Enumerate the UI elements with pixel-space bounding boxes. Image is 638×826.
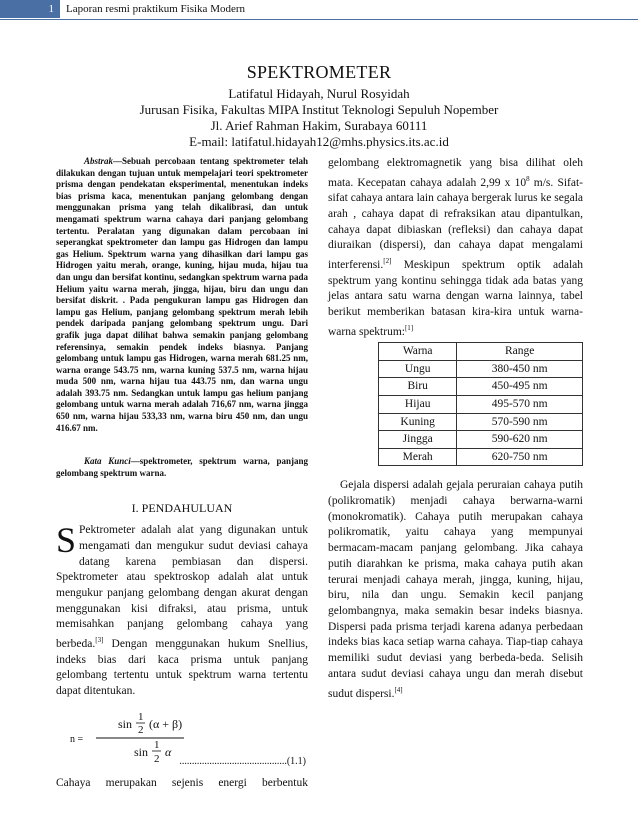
header-rule <box>0 19 638 20</box>
running-header <box>0 0 638 22</box>
paper-title: SPEKTROMETER <box>246 62 392 82</box>
page-number: 1 <box>0 0 60 18</box>
table-row <box>379 448 583 466</box>
left-column <box>56 156 308 791</box>
table-cell-color: Biru <box>379 378 457 396</box>
table-cell-color: Ungu <box>379 360 457 378</box>
light-paragraph <box>328 156 583 340</box>
exponent: 8 <box>526 174 530 183</box>
affiliation: Jurusan Fisika, Fakultas MIPA Institut Teknologi Sepuluh Nopember <box>139 102 499 117</box>
keywords-label: Kata Kunci <box>84 456 131 467</box>
table-header-row <box>379 343 583 361</box>
table-cell-color: Merah <box>379 448 457 466</box>
formula-lhs: n = <box>70 733 84 745</box>
table-row <box>379 431 583 449</box>
table-cell-range: 450-495 nm <box>457 378 583 396</box>
table-cell-range: 380-450 nm <box>457 360 583 378</box>
spectrum-table <box>378 342 583 466</box>
formula-num-args: (α + β) <box>149 716 183 731</box>
intro-paragraph <box>56 520 308 700</box>
table-cell-color: Jingga <box>379 431 457 449</box>
dispersion-paragraph <box>328 478 583 702</box>
abstract <box>56 156 308 434</box>
intro-text-cont: Dengan menggunakan hukum Snellius, indeks bias dari kaca prisma untuk panjang gelombang tertentu untuk spektrum warna tertentu dapat ditentukan. <box>56 637 308 697</box>
table-cell-range: 620-750 nm <box>457 448 583 466</box>
intro-text: Pektrometer adalah alat yang digunakan untuk mengamati dan mengukur sudut deviasi cahaya datang karena pembiasan dan dispersi. Spektrometer atau spektroskop adalah alat untuk mengukur panjang gelombang dengan akurat dengan menggunakan kisi difraksi, atau prisma, untuk memisahkan panjang gelombang cahaya yang berbeda. <box>56 524 308 650</box>
formula-den-sin: sin <box>134 744 149 759</box>
equation-1-1 <box>56 706 308 772</box>
light-text-1: gelombang elektromagnetik yang bisa dilihat oleh mata. Kecepatan cahaya adalah 2,99 x 10 <box>328 157 583 189</box>
formula-num-sin: sin <box>118 716 133 731</box>
table-cell-range: 495-570 nm <box>457 396 583 414</box>
table-cell-range: 590-620 nm <box>457 431 583 449</box>
formula-den-half-bottom: 2 <box>154 752 160 765</box>
intro-paragraph-2: Cahaya merupakan sejenis energi berbentuk <box>56 776 308 789</box>
formula-den-arg: α <box>165 744 172 759</box>
light-text-2: m/s. Sifat-sifat cahaya antara lain cahaya bergerak lurus ke segala arah , cahaya dapat di refraksikan atau dipantulkan, cahaya dapat dibiaskan (refleksi) dan cahaya dapat diuraikan (dispersi), dan cahaya dapat mengalami interferensi. <box>328 176 584 271</box>
citation-3: [3] <box>95 636 104 645</box>
abstract-label: Abstrak <box>84 156 114 166</box>
table-header-range: Range <box>457 343 583 361</box>
formula-num-half-top: 1 <box>138 710 144 723</box>
drop-cap: S <box>56 520 77 561</box>
table-row <box>379 360 583 378</box>
section-heading-intro: I. PENDAHULUAN <box>131 501 233 516</box>
abstract-text: —Sebuah percobaan tentang spektrometer telah dilakukan dengan tujuan untuk mempelajari teori spektrometer prisma dengan pendekatan eksperimental, menentukan indeks bias prisma kaca, menentukan panjang gelombang dengan menggunakan prisma yang telah dikalibrasi, dan untuk mengamati spektrum warna cahaya dari panjang gelombang tertentu. Peralatan yang digunakan dalam percobaan ini seperangkat spektrometer dan lampu gas Hidrogen dan lampu gas Helium. Spektrum warna yang dihasilkan dari lampu gas Hidrogen yaitu merah, orange, kuning, hijau muda, hijau tua dan ungu dan bersifat kontinu, sedangkan spektrum warna pada Helium yaitu warna merah, jingga, hijau, biru dan ungu dan bersifat diskrit. . Pada pengukuran lampu gas Hidrogen dan lampu gas Helium, panjang gelombang spektrum merah lebih pendek daripada panjang gelombang spektrum ungu. Dari grafik juga dapat dilihat bahwa semakin panjang gelombang referensinya, semakin pendek indeks biasnya. Panjang gelombang untuk lampu gas Hidrogen, warna merah 681.25 nm, warna orange 543.75 nm, warna kuning 537.5 nm, warna hijau muda 500 nm, warna hijau tua 443.75 nm, dan warna ungu adalah 393.75 nm. Sedangkan untuk lampu gas helium panjang gelombang untuk warna merah adalah 716,67 nm, warna jingga 650 nm, warna hijau 533,33 nm, warna biru 450 nm, dan ungu 416.67 nm. <box>56 156 308 433</box>
keywords <box>56 456 308 479</box>
citation-1: [1] <box>404 323 414 332</box>
formula-den-half-top: 1 <box>154 738 160 751</box>
formula-num-half-bottom: 2 <box>138 723 144 736</box>
table-cell-range: 570-590 nm <box>457 413 583 431</box>
light-text-3: Meskipun spektrum optik adalah spektrum yang kontinu sehingga tidak ada batas yang jelas antara satu warna dengan warna lainnya, tabel berikut memberikan batasan kira-kira untuk warna-warna spektrum: <box>328 258 583 338</box>
citation-4: [4] <box>394 685 403 694</box>
address: Jl. Arief Rahman Hakim, Surabaya 60111 <box>210 118 428 133</box>
author-names: Latifatul Hidayah, Nurul Rosyidah <box>228 86 410 101</box>
keywords-text: —spektrometer, spektrum warna, panjang gelombang spektrum warna. <box>56 456 308 478</box>
right-column <box>328 156 583 702</box>
table-header-color: Warna <box>379 343 457 361</box>
running-title: Laporan resmi praktikum Fisika Modern <box>66 3 246 15</box>
dispersion-text: Gejala dispersi adalah gejala peruraian cahaya putih (polikromatik) menjadi cahaya berwarna-warni (monokromatik). Cahaya putih merupakan cahaya polikromatik, yaitu cahaya yang mempunyai bermacam-macam panjang gelombang. Jika cahaya putih diarahkan ke prisma, maka cahaya putih akan terurai menjadi cahaya merah, jingga, kuning, hijau, biru, nila dan ungu. Semakin kecil panjang gelombangnya, maka semakin besar indeks biasnya. Dispersi pada prisma terjadi karena adanya perbedaan indeks bias kaca setiap warna cahaya. Tiap-tiap cahaya memiliki sudut deviasi yang berbeda-beda. Selisih antara sudut deviasi cahaya ungu dan merah disebut sudut dispersi. <box>328 479 583 700</box>
table-row <box>379 396 583 414</box>
table-row <box>379 413 583 431</box>
table-cell-color: Hijau <box>379 396 457 414</box>
email: E-mail: latifatul.hidayah12@mhs.physics.its.ac.id <box>189 134 449 149</box>
table-cell-color: Kuning <box>379 413 457 431</box>
equation-number: ...........................................(1.1) <box>179 756 306 767</box>
table-row <box>379 378 583 396</box>
citation-2: [2] <box>383 257 392 266</box>
